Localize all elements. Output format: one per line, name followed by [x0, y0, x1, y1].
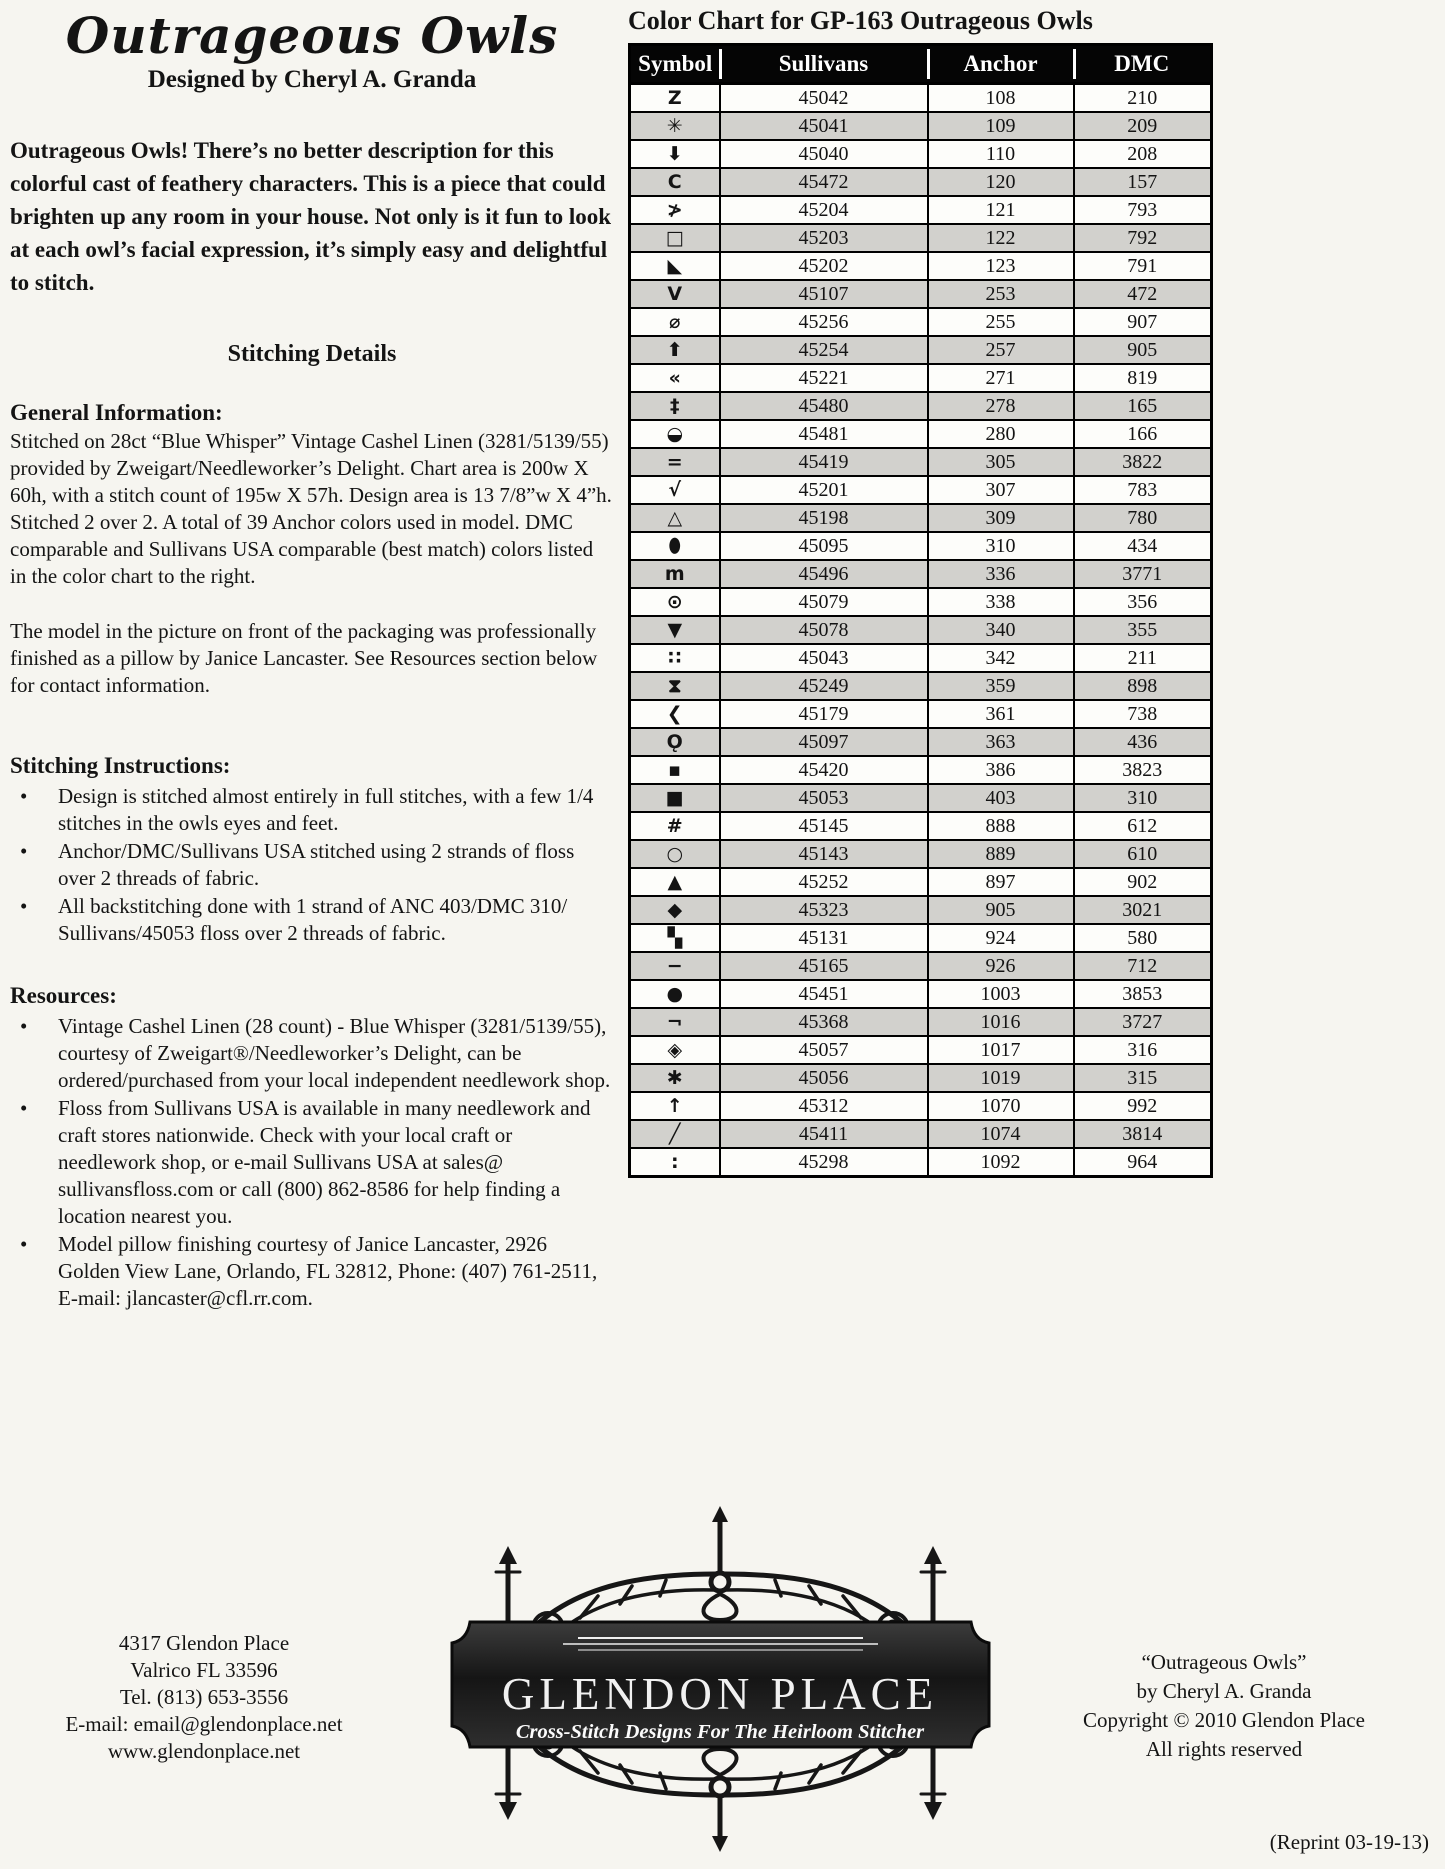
- color-chart-row: [630, 980, 1212, 1008]
- sullivans-cell: 45496: [720, 560, 928, 588]
- sullivans-cell: 45298: [720, 1148, 928, 1177]
- symbol-cell: √: [630, 476, 720, 504]
- color-chart-row: [630, 1036, 1212, 1064]
- anchor-cell: 363: [928, 728, 1074, 756]
- dmc-cell: 315: [1074, 1064, 1212, 1092]
- anchor-cell: 1092: [928, 1148, 1074, 1177]
- symbol-cell: Z: [630, 84, 720, 113]
- sullivans-cell: 45097: [720, 728, 928, 756]
- symbol-cell: ‡: [630, 392, 720, 420]
- sullivans-cell: 45249: [720, 672, 928, 700]
- anchor-cell: 278: [928, 392, 1074, 420]
- symbol-cell: ○: [630, 840, 720, 868]
- sullivans-cell: 45057: [720, 1036, 928, 1064]
- symbol-cell: :: [630, 1148, 720, 1177]
- symbol-cell: =: [630, 448, 720, 476]
- symbol-cell: ⌀: [630, 308, 720, 336]
- copyright-block: [1018, 1648, 1430, 1764]
- symbol-cell: ⬆: [630, 336, 720, 364]
- anchor-cell: 338: [928, 588, 1074, 616]
- symbol-cell: ⊙: [630, 588, 720, 616]
- symbol-cell: ◒: [630, 420, 720, 448]
- general-information-text: Stitched on 28ct “Blue Whisper” Vintage Cashel Linen (3281/5139/55) provided by Zweigart/Needleworker’s Delight. Chart area is 200w X 60h, with a stitch count of 195w X 57h. Design area is 13 7/8”w X 4”h. Stitched 2 over 2. A total of 39 Anchor colors used in model. DMC comparable and Sullivans USA comparable (best match) colors listed in the color chart to the right.: [10, 428, 612, 588]
- sullivans-cell: 45312: [720, 1092, 928, 1120]
- copyright-title-line: “Outrageous Owls”: [1141, 1650, 1307, 1674]
- sullivans-cell: 45043: [720, 644, 928, 672]
- list-item: • All backstitching done with 1 strand of ANC 403/DMC 310/ Sullivans/45053 floss over 2 threads of fabric.: [10, 893, 614, 947]
- color-chart-row: [630, 532, 1212, 560]
- color-chart-section: [628, 6, 1212, 1178]
- resources-list: [10, 1013, 614, 1312]
- anchor-cell: 307: [928, 476, 1074, 504]
- dmc-cell: 208: [1074, 140, 1212, 168]
- color-chart-row: [630, 560, 1212, 588]
- symbol-cell: ▲: [630, 868, 720, 896]
- color-chart-row: [630, 700, 1212, 728]
- dmc-cell: 905: [1074, 336, 1212, 364]
- dmc-cell: 793: [1074, 196, 1212, 224]
- dmc-cell: 610: [1074, 840, 1212, 868]
- publisher-email: E-mail: email@glendonplace.net: [65, 1712, 343, 1736]
- color-chart-row: [630, 112, 1212, 140]
- color-chart-row: [630, 1092, 1212, 1120]
- address-line: 4317 Glendon Place: [118, 1631, 290, 1655]
- sullivans-cell: 45143: [720, 840, 928, 868]
- anchor-cell: 924: [928, 924, 1074, 952]
- symbol-cell: ◆: [630, 896, 720, 924]
- color-chart-row: [630, 196, 1212, 224]
- dmc-cell: 355: [1074, 616, 1212, 644]
- sullivans-cell: 45481: [720, 420, 928, 448]
- dmc-cell: 3823: [1074, 756, 1212, 784]
- anchor-cell: 110: [928, 140, 1074, 168]
- color-chart-row: [630, 448, 1212, 476]
- symbol-cell: ▼: [630, 616, 720, 644]
- color-chart-row: [630, 784, 1212, 812]
- sullivans-cell: 45419: [720, 448, 928, 476]
- dmc-cell: 209: [1074, 112, 1212, 140]
- dmc-cell: 436: [1074, 728, 1212, 756]
- dmc-cell: 310: [1074, 784, 1212, 812]
- sullivans-cell: 45221: [720, 364, 928, 392]
- color-chart-row: [630, 140, 1212, 168]
- sullivans-cell: 45056: [720, 1064, 928, 1092]
- list-item: • Floss from Sullivans USA is available in many needlework and craft stores nationwide. Check with your local craft or needlework shop, or e-mail Sullivans USA at sales@ sullivansfloss.com or call (800) 862-8586 for help finding a location nearest you.: [10, 1095, 614, 1230]
- sullivans-cell: 45095: [720, 532, 928, 560]
- sullivans-cell: 45042: [720, 84, 928, 113]
- symbol-cell: ↑: [630, 1092, 720, 1120]
- dmc-cell: 902: [1074, 868, 1212, 896]
- dmc-cell: 3021: [1074, 896, 1212, 924]
- color-chart-row: [630, 952, 1212, 980]
- anchor-cell: 122: [928, 224, 1074, 252]
- sullivans-cell: 45472: [720, 168, 928, 196]
- symbol-cell: □: [630, 224, 720, 252]
- dmc-cell: 791: [1074, 252, 1212, 280]
- color-chart-row: [630, 588, 1212, 616]
- column-header-sullivans: Sullivans: [720, 45, 928, 84]
- anchor-cell: 361: [928, 700, 1074, 728]
- symbol-cell: ╱: [630, 1120, 720, 1148]
- sullivans-cell: 45165: [720, 952, 928, 980]
- color-chart-row: [630, 672, 1212, 700]
- dmc-cell: 612: [1074, 812, 1212, 840]
- dmc-cell: 472: [1074, 280, 1212, 308]
- copyright-year-line: Copyright © 2010 Glendon Place: [1083, 1708, 1365, 1732]
- sullivans-cell: 45252: [720, 868, 928, 896]
- anchor-cell: 1074: [928, 1120, 1074, 1148]
- dmc-cell: 3814: [1074, 1120, 1212, 1148]
- anchor-cell: 1003: [928, 980, 1074, 1008]
- color-chart-row: [630, 616, 1212, 644]
- dmc-cell: 780: [1074, 504, 1212, 532]
- color-chart-row: [630, 168, 1212, 196]
- address-line: Tel. (813) 653-3556: [119, 1685, 289, 1709]
- anchor-cell: 108: [928, 84, 1074, 113]
- symbol-cell: ⬮: [630, 532, 720, 560]
- dmc-cell: 165: [1074, 392, 1212, 420]
- sullivans-cell: 45323: [720, 896, 928, 924]
- sullivans-cell: 45041: [720, 112, 928, 140]
- symbol-cell: ⬇: [630, 140, 720, 168]
- symbol-cell: ✳: [630, 112, 720, 140]
- color-chart-row: [630, 280, 1212, 308]
- symbol-cell: ◈: [630, 1036, 720, 1064]
- anchor-cell: 359: [928, 672, 1074, 700]
- color-chart-row: [630, 756, 1212, 784]
- dmc-cell: 3822: [1074, 448, 1212, 476]
- anchor-cell: 386: [928, 756, 1074, 784]
- color-chart-row: [630, 1120, 1212, 1148]
- symbol-cell: ⧗: [630, 672, 720, 700]
- list-item: • Anchor/DMC/Sullivans USA stitched using 2 strands of floss over 2 threads of fabric.: [10, 838, 614, 892]
- list-item: • Vintage Cashel Linen (28 count) - Blue Whisper (3281/5139/55), courtesy of Zweigart®/Needleworker’s Delight, can be ordered/purchased from your local independent needlework shop.: [10, 1013, 614, 1094]
- symbol-cell: Ǫ: [630, 728, 720, 756]
- color-chart-row: [630, 868, 1212, 896]
- color-chart-table: [628, 43, 1213, 1178]
- symbol-cell: «: [630, 364, 720, 392]
- sullivans-cell: 45107: [720, 280, 928, 308]
- anchor-cell: 257: [928, 336, 1074, 364]
- anchor-cell: 1016: [928, 1008, 1074, 1036]
- anchor-cell: 1017: [928, 1036, 1074, 1064]
- publisher-website: www.glendonplace.net: [107, 1739, 301, 1763]
- color-chart-row: [630, 728, 1212, 756]
- symbol-cell: ▪: [630, 756, 720, 784]
- column-header-symbol: Symbol: [630, 45, 720, 84]
- stitching-instructions-heading: Stitching Instructions:: [10, 752, 231, 778]
- anchor-cell: 336: [928, 560, 1074, 588]
- anchor-cell: 403: [928, 784, 1074, 812]
- dmc-cell: 738: [1074, 700, 1212, 728]
- address-line: Valrico FL 33596: [130, 1658, 278, 1682]
- column-header-dmc: DMC: [1074, 45, 1212, 84]
- page-title: Outrageous Owls: [65, 6, 559, 65]
- color-chart-row: [630, 924, 1212, 952]
- sullivans-cell: 45145: [720, 812, 928, 840]
- reprint-note: (Reprint 03-19-13): [1269, 1830, 1429, 1854]
- dmc-cell: 783: [1074, 476, 1212, 504]
- anchor-cell: 1019: [928, 1064, 1074, 1092]
- dmc-cell: 580: [1074, 924, 1212, 952]
- anchor-cell: 905: [928, 896, 1074, 924]
- anchor-cell: 1070: [928, 1092, 1074, 1120]
- general-information-heading: General Information:: [10, 399, 223, 425]
- color-chart-row: [630, 420, 1212, 448]
- dmc-cell: 157: [1074, 168, 1212, 196]
- anchor-cell: 305: [928, 448, 1074, 476]
- sullivans-cell: 45256: [720, 308, 928, 336]
- color-chart-row: [630, 84, 1212, 113]
- sullivans-cell: 45254: [720, 336, 928, 364]
- symbol-cell: ◣: [630, 252, 720, 280]
- color-chart-row: [630, 308, 1212, 336]
- anchor-cell: 109: [928, 112, 1074, 140]
- anchor-cell: 253: [928, 280, 1074, 308]
- model-finishing-note: The model in the picture on front of the packaging was professionally finished as a pillow by Janice Lancaster. See Resources section below for contact information.: [10, 618, 598, 697]
- left-column: [10, 0, 614, 1313]
- dmc-cell: 792: [1074, 224, 1212, 252]
- dmc-cell: 907: [1074, 308, 1212, 336]
- dmc-cell: 819: [1074, 364, 1212, 392]
- symbol-cell: ∷: [630, 644, 720, 672]
- resources-heading: Resources:: [10, 982, 117, 1008]
- dmc-cell: 712: [1074, 952, 1212, 980]
- symbol-cell: ■: [630, 784, 720, 812]
- list-item: • Model pillow finishing courtesy of Janice Lancaster, 2926 Golden View Lane, Orlando, FL 32812, Phone: (407) 761-2511, E-mail: jlancaster@cfl.rr.com.: [10, 1231, 614, 1312]
- color-chart-row: [630, 476, 1212, 504]
- color-chart-body: [630, 84, 1212, 1177]
- glendon-place-logo: [428, 1502, 1013, 1854]
- anchor-cell: 888: [928, 812, 1074, 840]
- anchor-cell: 271: [928, 364, 1074, 392]
- dmc-cell: 898: [1074, 672, 1212, 700]
- symbol-cell: −: [630, 952, 720, 980]
- symbol-cell: ≯: [630, 196, 720, 224]
- anchor-cell: 889: [928, 840, 1074, 868]
- sullivans-cell: 45202: [720, 252, 928, 280]
- symbol-cell: ●: [630, 980, 720, 1008]
- copyright-author-line: by Cheryl A. Granda: [1136, 1679, 1312, 1703]
- glendon-place-logo-art: [428, 1502, 1013, 1854]
- sullivans-cell: 45079: [720, 588, 928, 616]
- list-item: • Design is stitched almost entirely in full stitches, with a few 1/4 stitches in the owls eyes and feet.: [10, 783, 614, 837]
- stitching-details-heading: Stitching Details: [227, 340, 397, 367]
- sullivans-cell: 45078: [720, 616, 928, 644]
- designer-line: Designed by Cheryl A. Granda: [147, 65, 477, 93]
- anchor-cell: 121: [928, 196, 1074, 224]
- symbol-cell: △: [630, 504, 720, 532]
- symbol-cell: C: [630, 168, 720, 196]
- color-chart-row: [630, 840, 1212, 868]
- anchor-cell: 342: [928, 644, 1074, 672]
- sullivans-cell: 45203: [720, 224, 928, 252]
- color-chart-row: [630, 644, 1212, 672]
- sullivans-cell: 45131: [720, 924, 928, 952]
- color-chart-row: [630, 812, 1212, 840]
- publisher-address-block: [18, 1630, 390, 1765]
- column-header-anchor: Anchor: [928, 45, 1074, 84]
- symbol-cell: m: [630, 560, 720, 588]
- anchor-cell: 123: [928, 252, 1074, 280]
- color-chart-header-row: [630, 45, 1212, 84]
- dmc-cell: 992: [1074, 1092, 1212, 1120]
- anchor-cell: 255: [928, 308, 1074, 336]
- color-chart-row: [630, 392, 1212, 420]
- sullivans-cell: 45411: [720, 1120, 928, 1148]
- logo-name-text: GLENDON PLACE: [501, 1669, 939, 1719]
- dmc-cell: 210: [1074, 84, 1212, 113]
- color-chart-row: [630, 1148, 1212, 1177]
- color-chart-row: [630, 1008, 1212, 1036]
- intro-paragraph: Outrageous Owls! There’s no better description for this colorful cast of feathery characters. This is a piece that could brighten up any room in your house. Not only is it fun to look at each owl’s facial expression, it’s simply easy and delightful to stitch.: [10, 137, 612, 295]
- symbol-cell: V: [630, 280, 720, 308]
- symbol-cell: ✱: [630, 1064, 720, 1092]
- dmc-cell: 356: [1074, 588, 1212, 616]
- anchor-cell: 926: [928, 952, 1074, 980]
- anchor-cell: 897: [928, 868, 1074, 896]
- dmc-cell: 434: [1074, 532, 1212, 560]
- sullivans-cell: 45420: [720, 756, 928, 784]
- color-chart-header: [630, 45, 1212, 84]
- sullivans-cell: 45368: [720, 1008, 928, 1036]
- dmc-cell: 3853: [1074, 980, 1212, 1008]
- symbol-cell: ¬: [630, 1008, 720, 1036]
- anchor-cell: 340: [928, 616, 1074, 644]
- sullivans-cell: 45198: [720, 504, 928, 532]
- dmc-cell: 964: [1074, 1148, 1212, 1177]
- sullivans-cell: 45040: [720, 140, 928, 168]
- anchor-cell: 120: [928, 168, 1074, 196]
- sullivans-cell: 45480: [720, 392, 928, 420]
- anchor-cell: 309: [928, 504, 1074, 532]
- color-chart-row: [630, 224, 1212, 252]
- sullivans-cell: 45451: [720, 980, 928, 1008]
- symbol-cell: ▚: [630, 924, 720, 952]
- symbol-cell: #: [630, 812, 720, 840]
- dmc-cell: 316: [1074, 1036, 1212, 1064]
- color-chart-row: [630, 1064, 1212, 1092]
- color-chart-row: [630, 896, 1212, 924]
- sullivans-cell: 45204: [720, 196, 928, 224]
- color-chart-row: [630, 504, 1212, 532]
- anchor-cell: 280: [928, 420, 1074, 448]
- copyright-rights-line: All rights reserved: [1145, 1737, 1303, 1761]
- stitching-instructions-list: [10, 783, 614, 947]
- color-chart-row: [630, 252, 1212, 280]
- sullivans-cell: 45053: [720, 784, 928, 812]
- dmc-cell: 211: [1074, 644, 1212, 672]
- sullivans-cell: 45201: [720, 476, 928, 504]
- dmc-cell: 3727: [1074, 1008, 1212, 1036]
- dmc-cell: 166: [1074, 420, 1212, 448]
- dmc-cell: 3771: [1074, 560, 1212, 588]
- anchor-cell: 310: [928, 532, 1074, 560]
- color-chart-title: Color Chart for GP-163 Outrageous Owls: [628, 6, 1093, 35]
- logo-tagline-text: Cross-Stitch Designs For The Heirloom Stitcher: [515, 1721, 925, 1743]
- sullivans-cell: 45179: [720, 700, 928, 728]
- color-chart-row: [630, 336, 1212, 364]
- color-chart-row: [630, 364, 1212, 392]
- symbol-cell: ❮: [630, 700, 720, 728]
